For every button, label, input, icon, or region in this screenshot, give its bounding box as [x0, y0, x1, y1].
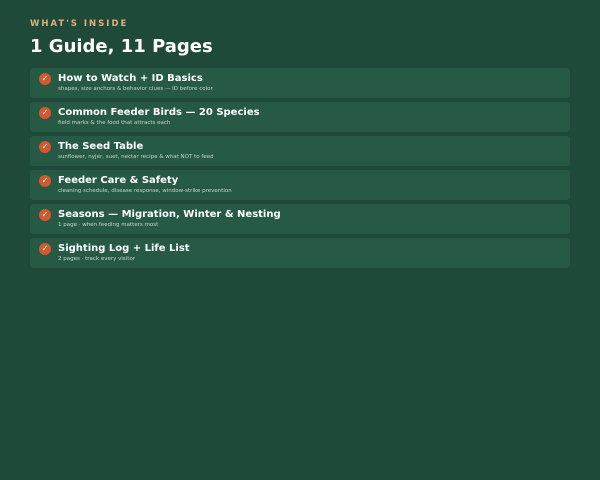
section-label: WHAT'S INSIDE [30, 19, 129, 29]
check-circle-icon: ✓ [39, 107, 51, 119]
list-item [30, 102, 570, 132]
list-item [30, 204, 570, 234]
item-title: Feeder Care & Safety [58, 175, 179, 186]
item-subtitle: cleaning schedule, disease response, window-strike prevention [58, 188, 232, 194]
item-subtitle: field marks & the food that attracts each [58, 120, 171, 126]
item-title: Sighting Log + Life List [58, 243, 190, 254]
item-title: The Seed Table [58, 141, 144, 152]
list-item [30, 170, 570, 200]
check-circle-icon: ✓ [39, 73, 51, 85]
list-item [30, 238, 570, 268]
check-circle-icon: ✓ [39, 175, 51, 187]
item-subtitle: 2 pages · track every visitor [58, 256, 136, 262]
page-title: 1 Guide, 11 Pages [30, 36, 213, 57]
contents-list [30, 68, 570, 268]
list-item [30, 68, 570, 98]
item-title: Common Feeder Birds — 20 Species [58, 107, 260, 118]
list-item [30, 136, 570, 166]
check-circle-icon: ✓ [39, 243, 51, 255]
item-title: How to Watch + ID Basics [58, 73, 203, 84]
check-circle-icon: ✓ [39, 209, 51, 221]
item-subtitle: shapes, size anchors & behavior clues — ID before color [58, 86, 213, 92]
item-subtitle: 1 page · when feeding matters most [58, 222, 159, 228]
item-title: Seasons — Migration, Winter & Nesting [58, 209, 281, 220]
item-subtitle: sunflower, nyjer, suet, nectar recipe & what NOT to feed [58, 154, 214, 160]
check-circle-icon: ✓ [39, 141, 51, 153]
